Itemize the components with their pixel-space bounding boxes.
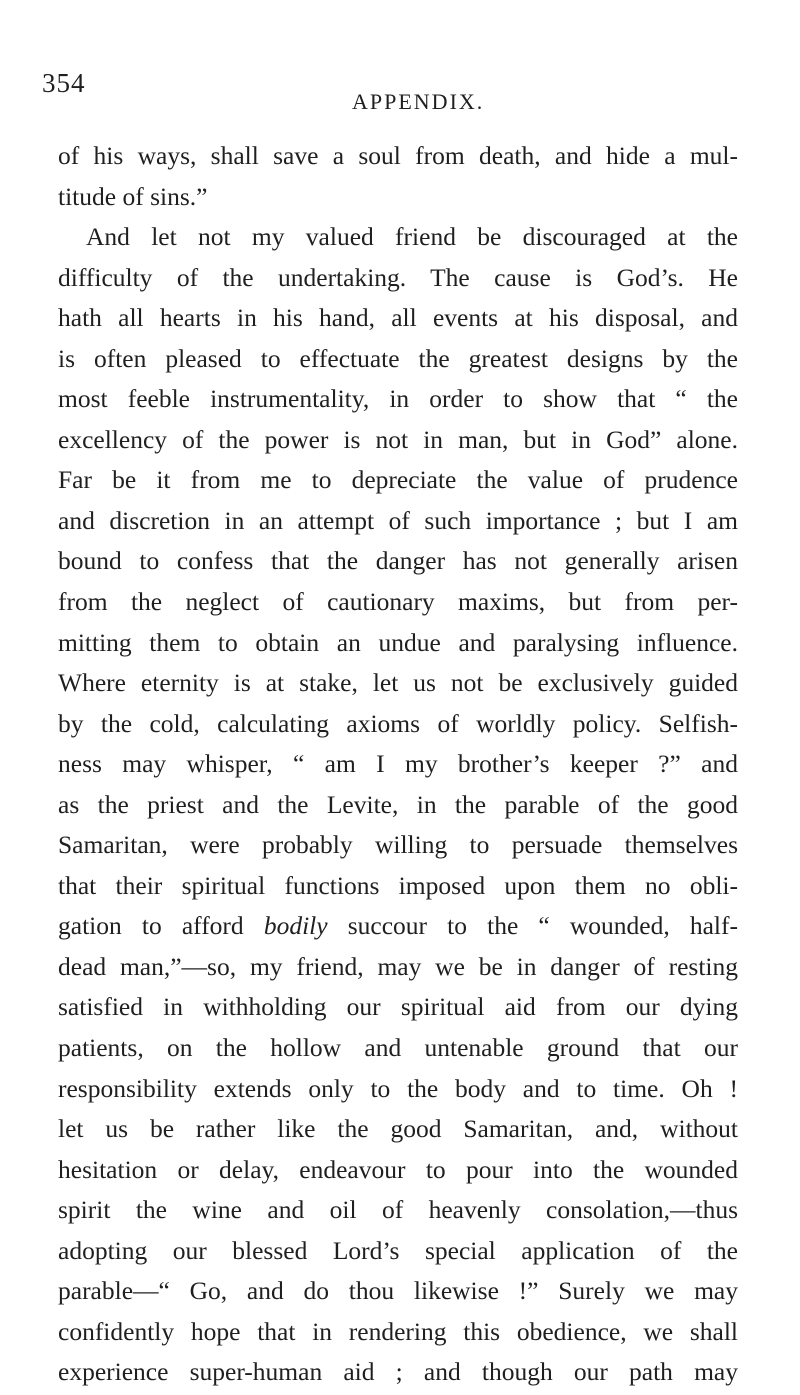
emphasis-text: bodily [263,911,328,941]
text-line: Where eternity is at stake, let us not be exclusively guided [58,668,738,698]
body-text [58,136,738,1393]
text-line: excellency of the power is not in man, but in God” alone. [58,424,738,454]
text-line: experience super-human aid ; and though our path may [58,1357,738,1387]
text-line: Far be it from me to depreciate the value of prudence [58,465,738,495]
text-line: dead man,”—so, my friend, may we be in danger of resting [58,951,738,981]
text-line: hath all hearts in his hand, all events at his disposal, and [58,303,738,333]
text-line: satisfied in withholding our spiritual aid from our dying [58,992,738,1022]
text-line: Samaritan, were probably willing to persuade themselves [58,830,738,860]
text-line: difficulty of the undertaking. The cause is God’s. He [58,262,738,292]
text-line: as the priest and the Levite, in the parable of the good [58,789,738,819]
text-line: from the neglect of cautionary maxims, but from per- [58,587,738,617]
text-line: responsibility extends only to the body and to time. Oh ! [58,1073,738,1103]
text-line: bound to confess that the danger has not generally arisen [58,546,738,576]
text-line: parable—“ Go, and do thou likewise !” Surely we may [58,1276,738,1306]
text-line: adopting our blessed Lord’s special application of the [58,1235,738,1265]
text-line: confidently hope that in rendering this obedience, we shall [58,1316,738,1346]
text-line: And let not my valued friend be discouraged at the [86,222,738,252]
text-line: let us be rather like the good Samaritan, and, without [58,1114,738,1144]
text-line: ness may whisper, “ am I my brother’s keeper ?” and [58,749,738,779]
text-line: is often pleased to effectuate the greatest designs by the [58,343,738,373]
page-number: 354 [42,68,86,98]
text-line: most feeble instrumentality, in order to show that “ the [58,384,738,414]
text-line: titude of sins.” [58,181,208,211]
text-line: mitting them to obtain an undue and paralysing influence. [58,627,738,657]
text-line: spirit the wine and oil of heavenly consolation,—thus [58,1195,738,1225]
text-line: gation to afford bodily succour to the “ wounded, half- [58,911,739,941]
text-line: and discretion in an attempt of such importance ; but I am [58,505,738,535]
text-line: hesitation or delay, endeavour to pour into the wounded [58,1154,738,1184]
running-head: APPENDIX. [352,89,485,114]
text-line: by the cold, calculating axioms of worldly policy. Selfish- [58,708,738,738]
text-line: that their spiritual functions imposed upon them no obli- [58,870,738,900]
text-line: of his ways, shall save a soul from death, and hide a mul- [58,141,738,170]
text-line: patients, on the hollow and untenable ground that our [58,1033,738,1063]
